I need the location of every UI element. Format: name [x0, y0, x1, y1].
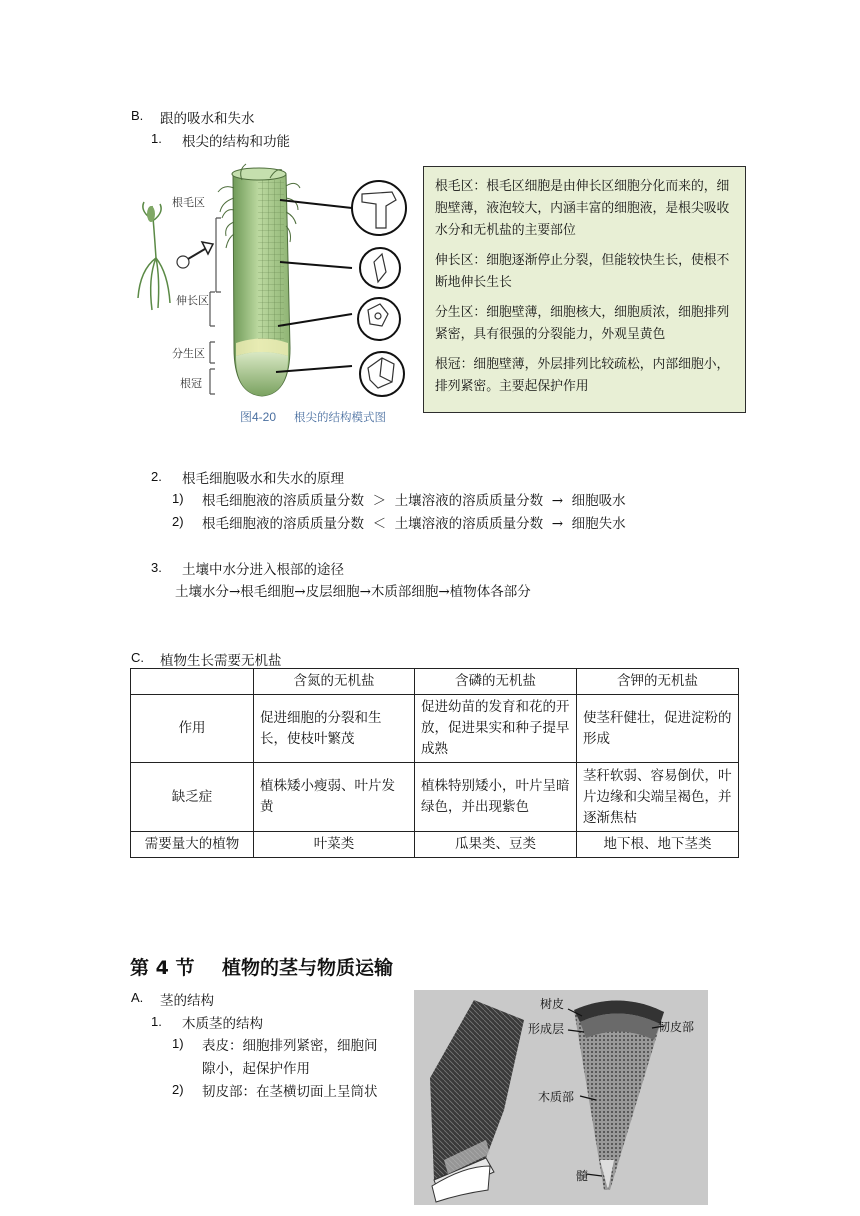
- section-c-marker: C.: [131, 650, 144, 665]
- item-3-title: 土壤中水分进入根部的途径: [182, 562, 344, 578]
- label-phloem: 韧皮部: [658, 1020, 695, 1034]
- root-tip-figure: [130, 158, 414, 432]
- item-3-number: 3.: [151, 560, 162, 575]
- root-zone-info-box: [423, 166, 746, 413]
- root-tip-illustration: [130, 158, 414, 432]
- stem-line-1-number: 1): [172, 1036, 184, 1051]
- item-2-number: 2.: [151, 469, 162, 484]
- table-cell: 促进细胞的分裂和生长，使枝叶繁茂: [254, 695, 415, 763]
- table-header-cell: [131, 669, 254, 695]
- stem-line-2-text: 韧皮部：在茎横切面上呈筒状: [202, 1084, 378, 1100]
- stem-line-1-text: 表皮：细胞排列紧密，细胞间: [202, 1038, 378, 1054]
- item-2-2-number: 2): [172, 514, 184, 529]
- item-1-number: 1.: [151, 131, 162, 146]
- info-root-hair-zone: 根毛区：根毛区细胞是由伸长区细胞分化而来的，细胞壁薄，液泡较大，内涵丰富的细胞液，是根尖吸收水分和无机盐的主要部位: [435, 179, 730, 238]
- table-cell: 地下根、地下茎类: [577, 832, 739, 858]
- label-xylem: 木质部: [538, 1090, 575, 1104]
- info-elongation-zone: 伸长区：细胞逐渐停止分裂，但能较快生长，使根不断地伸长生长: [435, 253, 730, 290]
- table-header-cell: 含氮的无机盐: [254, 669, 415, 695]
- section-a-marker: A.: [131, 990, 144, 1005]
- stem-illustration: [414, 990, 708, 1205]
- table-cell: 叶菜类: [254, 832, 415, 858]
- info-root-cap: 根冠：细胞壁薄，外层排列比较疏松，内部细胞小，排列紧密。主要起保护作用: [435, 357, 730, 394]
- label-bark: 树皮: [540, 997, 565, 1011]
- section-b-marker: B.: [131, 108, 144, 123]
- table-row-header: 作用: [131, 695, 254, 763]
- stem-line-2-number: 2): [172, 1082, 184, 1097]
- table-row-header: 需要量大的植物: [131, 832, 254, 858]
- figure-caption-number: 图4-20: [240, 410, 277, 424]
- figure-caption-text: 根尖的结构模式图: [294, 410, 386, 424]
- label-root-hair-zone: 根毛区: [172, 196, 205, 209]
- section-a-title: 茎的结构: [160, 993, 214, 1009]
- stem-structure-figure: [414, 990, 708, 1205]
- section-b-title: 跟的吸水和失水: [160, 111, 255, 127]
- table-cell: 植株特别矮小，叶片呈暗绿色，并出现紫色: [415, 763, 577, 832]
- item-1-title: 根尖的结构和功能: [182, 134, 290, 150]
- label-pith: 髓: [576, 1169, 589, 1183]
- item-2-1-number: 1): [172, 491, 184, 506]
- table-cell: 茎秆软弱、容易倒伏，叶片边缘和尖端呈褐色，并逐渐焦枯: [577, 763, 739, 832]
- table-cell: 植株矮小瘦弱、叶片发黄: [254, 763, 415, 832]
- label-meristem-zone: 分生区: [172, 347, 205, 360]
- section-c-title: 植物生长需要无机盐: [160, 653, 282, 669]
- water-path: 土壤水分→根毛细胞→皮层细胞→木质部细胞→植物体各部分: [175, 584, 531, 600]
- table-header-row: [131, 669, 739, 695]
- table-row: [131, 832, 739, 858]
- item-2-title: 根毛细胞吸水和失水的原理: [182, 471, 344, 487]
- table-cell: 使茎秆健壮，促进淀粉的形成: [577, 695, 739, 763]
- label-root-cap: 根冠: [180, 377, 202, 390]
- stem-line-1-text-cont: 隙小，起保护作用: [202, 1061, 310, 1077]
- stem-item-1-title: 木质茎的结构: [182, 1016, 263, 1032]
- section-4-title: 植物的茎与物质运输: [222, 957, 394, 979]
- table-row: [131, 695, 739, 763]
- section-4-number: 第 4 节: [130, 957, 195, 979]
- table-header-cell: 含磷的无机盐: [415, 669, 577, 695]
- inorganic-salt-table: [130, 668, 739, 858]
- label-elongation-zone: 伸长区: [176, 294, 209, 307]
- table-row-header: 缺乏症: [131, 763, 254, 832]
- stem-item-1-number: 1.: [151, 1014, 162, 1029]
- info-meristem-zone: 分生区：细胞壁薄，细胞核大，细胞质浓，细胞排列紧密，具有很强的分裂能力，外观呈黄色: [435, 305, 730, 342]
- table-cell: 促进幼苗的发育和花的开放，促进果实和种子提早成熟: [415, 695, 577, 763]
- item-2-1-text: 根毛细胞液的溶质质量分数 ＞ 土壤溶液的溶质质量分数 → 细胞吸水: [202, 493, 626, 509]
- item-2-2-text: 根毛细胞液的溶质质量分数 ＜ 土壤溶液的溶质质量分数 → 细胞失水: [202, 516, 626, 532]
- table-header-cell: 含钾的无机盐: [577, 669, 739, 695]
- label-cambium: 形成层: [528, 1022, 565, 1036]
- table-row: [131, 763, 739, 832]
- table-cell: 瓜果类、豆类: [415, 832, 577, 858]
